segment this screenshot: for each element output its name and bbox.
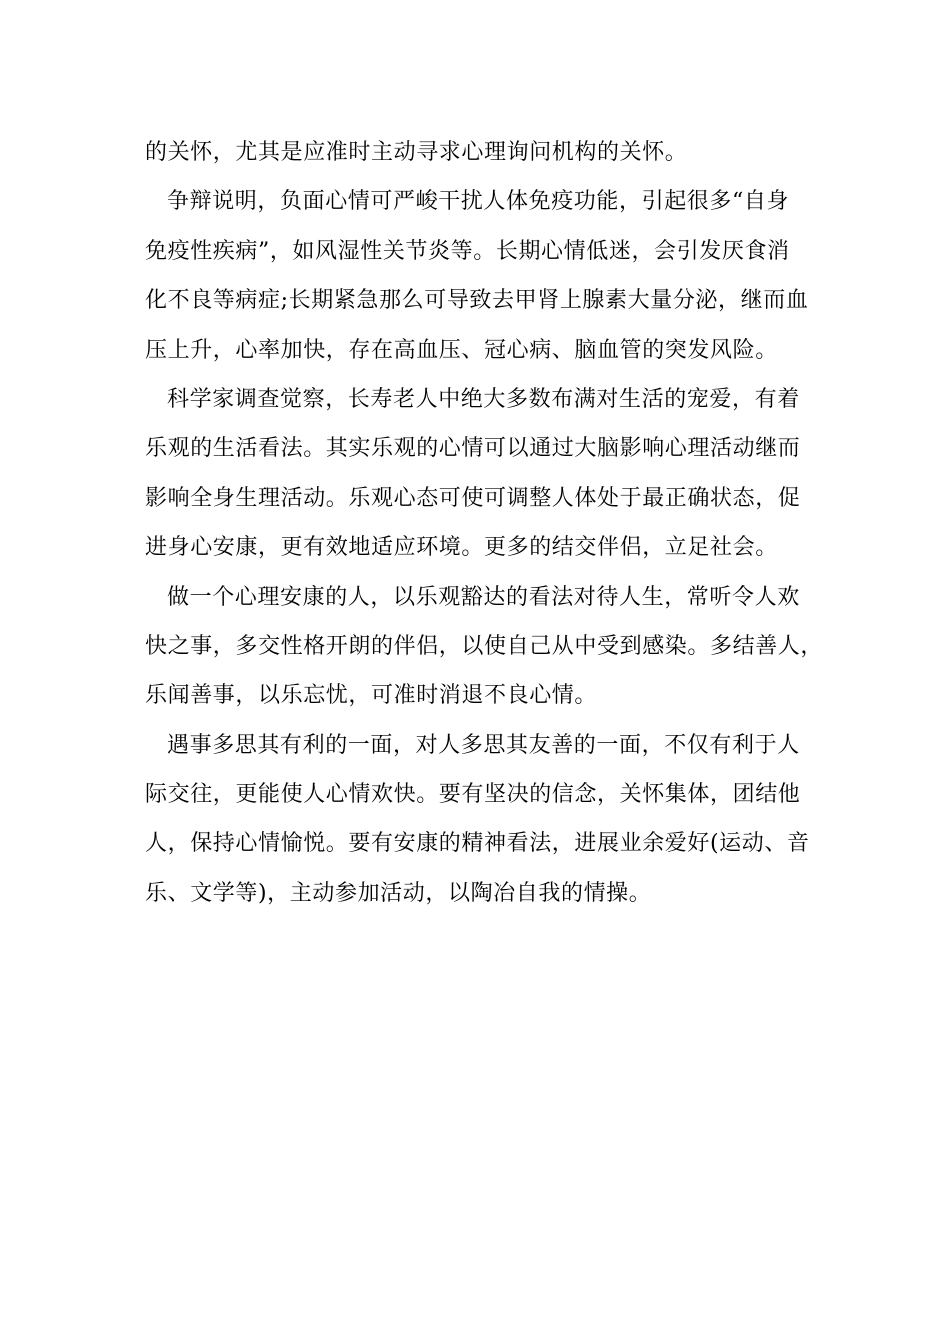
text-line: 乐观的生活看法。其实乐观的心情可以通过大脑影响心理活动继而	[145, 436, 801, 462]
paragraph-4	[145, 573, 824, 721]
text-line: 科学家调查觉察，长寿老人中绝大多数布满对生活的宠爱，有着	[167, 386, 800, 412]
text-line: 际交往，更能使人心情欢快。要有坚决的信念，关怀集体，团结他	[145, 782, 801, 808]
text-line: 乐闻善事，以乐忘忧，可准时消退不良心情。	[145, 683, 598, 709]
text-line: 压上升，心率加快，存在高血压、冠心病、脑血管的突发风险。	[145, 337, 778, 363]
paragraph-1	[145, 128, 817, 177]
paragraph-2	[145, 177, 817, 375]
text-line: 的关怀，尤其是应准时主动寻求心理询问机构的关怀。	[145, 140, 688, 165]
text-line: 进身心安康，更有效地适应环境。更多的结交伴侣，立足社会。	[145, 535, 778, 561]
text-line: 做一个心理安康的人，以乐观豁达的看法对待人生，常听令人欢	[167, 584, 800, 610]
text-line: 影响全身生理活动。乐观心态可使可调整人体处于最正确状态，促	[145, 485, 801, 511]
text-line: 快之事，多交性格开朗的伴侣，以使自己从中受到感染。多结善人，	[145, 633, 824, 659]
text-line: 乐、文学等)，主动参加活动，以陶冶自我的情操。	[145, 880, 652, 906]
text-line: 人，保持心情愉悦。要有安康的精神看法，进展业余爱好(运动、音	[145, 831, 810, 857]
document-body	[145, 128, 824, 918]
paragraph-3	[145, 375, 817, 573]
text-line: 化不良等病症;长期紧急那么可导致去甲肾上腺素大量分泌，继而血	[145, 288, 809, 314]
text-line: 遇事多思其有利的一面，对人多思其友善的一面，不仅有利于人	[167, 732, 800, 758]
paragraph-5	[145, 721, 817, 919]
text-line: 免疫性疾病”，如风湿性关节炎等。长期心情低迷，会引发厌食消	[145, 238, 790, 264]
text-line: 争辩说明，负面心情可严峻干扰人体免疫功能，引起很多“自身	[167, 189, 790, 215]
